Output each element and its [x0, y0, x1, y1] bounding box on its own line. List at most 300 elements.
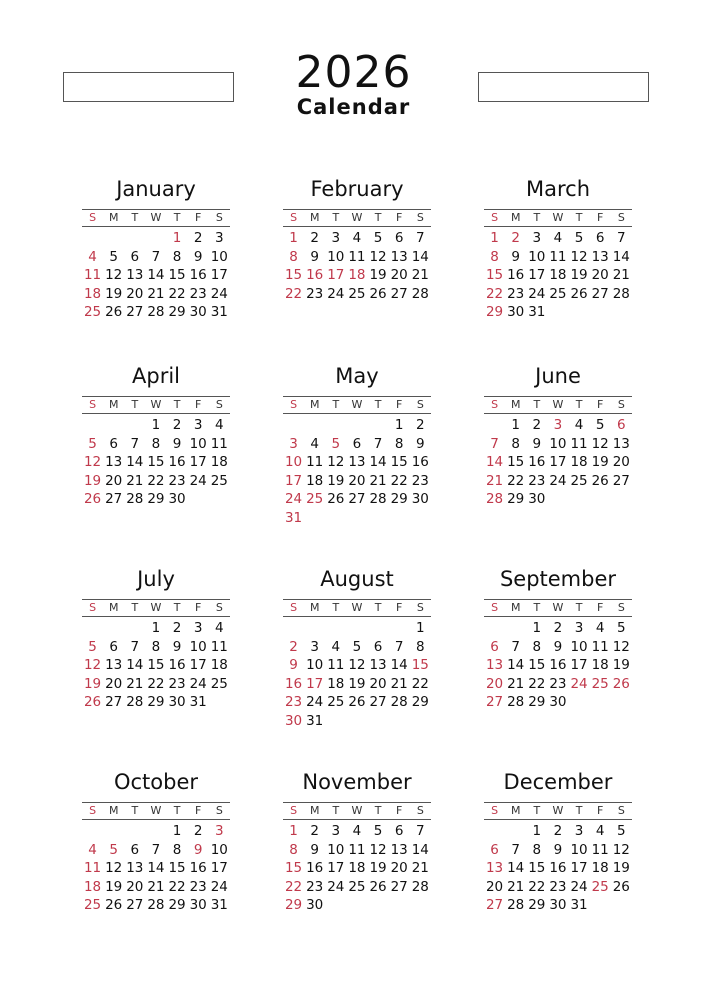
- day-empty: [283, 416, 304, 435]
- day-cell: 17: [327, 860, 345, 877]
- day-cell: 20: [348, 472, 366, 489]
- weekday-label: T: [575, 601, 583, 614]
- day-cell: 21: [390, 675, 408, 692]
- day-cell: 20: [126, 878, 144, 895]
- day-cell: 27: [126, 304, 144, 321]
- weekday-label: F: [195, 804, 202, 817]
- day-cell: 30: [306, 897, 324, 914]
- day-cell: 19: [105, 285, 123, 302]
- day-cell: 11: [83, 860, 102, 877]
- day-cell: 12: [612, 841, 630, 858]
- weekday-label: M: [510, 211, 521, 224]
- day-empty: [368, 416, 389, 435]
- day-cell: 7: [416, 230, 425, 246]
- day-cell: 4: [553, 230, 563, 246]
- day-empty: [145, 229, 166, 248]
- day-cell: 28: [126, 491, 144, 508]
- day-cell: 2: [511, 230, 520, 246]
- weekday-label: S: [416, 211, 424, 224]
- day-cell: 7: [151, 248, 161, 265]
- day-cell: 26: [612, 878, 630, 895]
- day-cell: 4: [331, 638, 341, 655]
- day-grid: [82, 619, 230, 712]
- day-cell: 19: [83, 675, 102, 692]
- day-cell: 3: [193, 417, 203, 433]
- weekday-label: T: [374, 211, 382, 224]
- day-cell: 1: [289, 823, 298, 839]
- day-cell: 2: [193, 230, 203, 246]
- day-cell: 21: [126, 472, 144, 489]
- day-cell: 13: [369, 657, 387, 674]
- weekday-label: W: [351, 211, 363, 224]
- day-cell: 15: [168, 267, 186, 284]
- day-cell: 13: [390, 841, 408, 858]
- day-cell: 20: [591, 267, 609, 284]
- day-cell: 30: [284, 712, 303, 729]
- day-cell: 24: [570, 878, 588, 895]
- day-cell: 26: [83, 694, 102, 711]
- day-cell: 15: [528, 657, 546, 674]
- day-cell: 17: [284, 472, 303, 489]
- day-cell: 11: [210, 638, 228, 655]
- month-october: [82, 769, 230, 915]
- day-cell: 4: [352, 230, 362, 246]
- day-empty: [389, 619, 410, 638]
- day-cell: 18: [348, 267, 366, 284]
- weekday-label: W: [552, 398, 564, 411]
- weekday-header: [484, 209, 632, 227]
- day-cell: 8: [532, 638, 542, 655]
- day-cell: 24: [189, 675, 207, 692]
- day-cell: 24: [306, 694, 324, 711]
- day-cell: 13: [126, 267, 144, 284]
- day-cell: 13: [485, 657, 504, 674]
- day-cell: 30: [189, 304, 207, 321]
- month-may: [283, 363, 431, 528]
- day-cell: 11: [348, 248, 366, 265]
- weekday-label: W: [351, 804, 363, 817]
- day-cell: 6: [352, 435, 362, 452]
- day-cell: 4: [574, 417, 584, 433]
- day-cell: 30: [528, 491, 546, 508]
- weekday-label: S: [215, 601, 223, 614]
- day-cell: 20: [485, 878, 504, 895]
- day-empty: [124, 229, 145, 248]
- day-cell: 15: [507, 454, 525, 471]
- day-cell: 14: [612, 248, 630, 265]
- weekday-label: T: [374, 601, 382, 614]
- weekday-label: T: [533, 211, 541, 224]
- day-cell: 5: [574, 230, 584, 246]
- day-cell: 3: [532, 230, 542, 246]
- weekday-label: T: [131, 804, 139, 817]
- day-cell: 10: [549, 435, 567, 452]
- day-empty: [103, 229, 124, 248]
- day-cell: 30: [168, 491, 186, 508]
- day-cell: 26: [105, 897, 123, 914]
- day-cell: 17: [189, 657, 207, 674]
- month-name: July: [137, 567, 175, 591]
- day-cell: 27: [390, 878, 408, 895]
- day-cell: 20: [485, 675, 504, 692]
- day-cell: 31: [210, 897, 228, 914]
- day-cell: 21: [485, 472, 504, 489]
- day-cell: 19: [612, 860, 630, 877]
- day-cell: 11: [570, 435, 588, 452]
- weekday-label: S: [89, 398, 97, 411]
- day-cell: 6: [595, 230, 605, 246]
- day-cell: 28: [126, 694, 144, 711]
- day-cell: 22: [147, 472, 165, 489]
- weekday-header: [82, 396, 230, 414]
- day-empty: [505, 619, 526, 638]
- day-cell: 27: [591, 285, 609, 302]
- weekday-label: M: [108, 398, 119, 411]
- day-cell: 4: [595, 823, 605, 839]
- day-cell: 5: [352, 638, 362, 655]
- day-cell: 9: [553, 841, 563, 858]
- day-empty: [304, 619, 325, 638]
- day-cell: 31: [284, 509, 303, 526]
- weekday-label: F: [597, 398, 604, 411]
- day-cell: 22: [411, 675, 429, 692]
- day-cell: 8: [511, 435, 520, 452]
- day-cell: 10: [210, 841, 228, 858]
- weekday-label: S: [416, 601, 424, 614]
- day-cell: 26: [369, 285, 387, 302]
- day-cell: 23: [528, 472, 546, 489]
- weekday-label: S: [290, 804, 298, 817]
- weekday-label: F: [195, 211, 202, 224]
- day-cell: 17: [570, 860, 588, 877]
- day-cell: 2: [416, 417, 425, 433]
- day-cell: 6: [490, 841, 499, 858]
- day-cell: 12: [105, 860, 123, 877]
- day-cell: 28: [147, 304, 165, 321]
- day-cell: 1: [151, 620, 161, 636]
- day-cell: 13: [126, 860, 144, 877]
- day-cell: 30: [549, 694, 567, 711]
- day-cell: 2: [310, 823, 319, 839]
- day-cell: 11: [549, 248, 567, 265]
- day-cell: 14: [126, 657, 144, 674]
- day-cell: 27: [485, 897, 504, 914]
- day-empty: [484, 416, 505, 435]
- day-cell: 26: [105, 304, 123, 321]
- day-cell: 22: [390, 472, 408, 489]
- weekday-header: [484, 802, 632, 820]
- weekday-header: [283, 802, 431, 820]
- day-cell: 18: [348, 860, 366, 877]
- day-cell: 29: [507, 491, 525, 508]
- day-cell: 2: [532, 417, 542, 433]
- weekday-label: W: [150, 398, 162, 411]
- day-empty: [82, 416, 103, 435]
- weekday-label: T: [173, 601, 181, 614]
- day-cell: 21: [369, 472, 387, 489]
- weekday-label: S: [491, 398, 499, 411]
- day-cell: 29: [168, 897, 186, 914]
- weekday-label: W: [150, 211, 162, 224]
- day-cell: 15: [284, 267, 303, 284]
- weekday-label: F: [396, 601, 403, 614]
- weekday-label: S: [491, 804, 499, 817]
- month-august: [283, 566, 431, 731]
- day-cell: 19: [612, 657, 630, 674]
- day-cell: 25: [306, 491, 324, 508]
- day-cell: 18: [210, 657, 228, 674]
- day-cell: 25: [83, 304, 102, 321]
- day-cell: 18: [83, 285, 102, 302]
- day-cell: 30: [549, 897, 567, 914]
- day-cell: 1: [172, 823, 182, 839]
- day-cell: 4: [215, 417, 224, 433]
- day-cell: 12: [369, 841, 387, 858]
- weekday-label: S: [617, 398, 625, 411]
- day-empty: [103, 619, 124, 638]
- weekday-label: F: [396, 398, 403, 411]
- day-cell: 5: [109, 248, 118, 265]
- day-cell: 22: [284, 878, 303, 895]
- day-cell: 16: [168, 454, 186, 471]
- day-cell: 17: [210, 860, 228, 877]
- day-cell: 4: [352, 823, 362, 839]
- day-cell: 1: [151, 417, 161, 433]
- day-cell: 6: [130, 841, 140, 858]
- weekday-header: [484, 396, 632, 414]
- weekday-label: S: [290, 398, 298, 411]
- day-cell: 9: [532, 435, 542, 452]
- day-cell: 7: [151, 841, 161, 858]
- day-cell: 7: [511, 841, 520, 858]
- weekday-label: T: [131, 601, 139, 614]
- day-grid: [82, 416, 230, 509]
- day-cell: 26: [83, 491, 102, 508]
- day-cell: 20: [369, 675, 387, 692]
- day-cell: 17: [306, 675, 324, 692]
- day-cell: 23: [168, 472, 186, 489]
- day-cell: 19: [570, 267, 588, 284]
- day-cell: 20: [612, 454, 630, 471]
- day-cell: 27: [485, 694, 504, 711]
- day-cell: 15: [411, 657, 429, 674]
- day-cell: 26: [369, 878, 387, 895]
- weekday-label: T: [575, 804, 583, 817]
- day-cell: 5: [88, 638, 97, 655]
- day-cell: 7: [617, 230, 626, 246]
- weekday-label: S: [491, 601, 499, 614]
- day-cell: 16: [168, 657, 186, 674]
- day-grid: [283, 229, 431, 303]
- day-cell: 14: [507, 860, 525, 877]
- day-cell: 27: [126, 897, 144, 914]
- day-cell: 12: [83, 454, 102, 471]
- day-cell: 1: [289, 230, 298, 246]
- weekday-label: F: [597, 211, 604, 224]
- day-cell: 19: [591, 454, 609, 471]
- day-cell: 18: [327, 675, 345, 692]
- day-cell: 22: [147, 675, 165, 692]
- day-cell: 15: [147, 657, 165, 674]
- day-cell: 28: [507, 694, 525, 711]
- day-cell: 17: [570, 657, 588, 674]
- month-name: August: [320, 567, 394, 591]
- day-cell: 5: [595, 417, 605, 433]
- day-cell: 18: [549, 267, 567, 284]
- day-cell: 23: [189, 285, 207, 302]
- day-cell: 18: [570, 454, 588, 471]
- day-cell: 11: [591, 841, 609, 858]
- day-cell: 15: [284, 860, 303, 877]
- day-cell: 9: [416, 435, 425, 452]
- day-cell: 18: [306, 472, 324, 489]
- day-cell: 19: [327, 472, 345, 489]
- day-cell: 21: [147, 285, 165, 302]
- day-cell: 11: [83, 267, 102, 284]
- day-cell: 31: [528, 304, 546, 321]
- day-cell: 16: [284, 675, 303, 692]
- day-cell: 3: [331, 230, 341, 246]
- day-cell: 24: [189, 472, 207, 489]
- weekday-label: T: [173, 398, 181, 411]
- weekday-header: [283, 209, 431, 227]
- day-cell: 24: [284, 491, 303, 508]
- month-name: May: [335, 364, 379, 388]
- day-cell: 8: [416, 638, 425, 655]
- day-grid: [82, 229, 230, 322]
- day-cell: 14: [147, 267, 165, 284]
- day-cell: 21: [126, 675, 144, 692]
- day-cell: 25: [210, 472, 228, 489]
- weekday-label: T: [131, 398, 139, 411]
- weekday-label: S: [89, 601, 97, 614]
- day-cell: 5: [617, 620, 626, 636]
- day-cell: 8: [532, 841, 542, 858]
- day-empty: [346, 416, 367, 435]
- weekday-label: S: [617, 804, 625, 817]
- month-january: [82, 176, 230, 322]
- day-cell: 29: [168, 304, 186, 321]
- day-cell: 11: [306, 454, 324, 471]
- month-june: [484, 363, 632, 509]
- day-cell: 28: [411, 878, 429, 895]
- day-cell: 30: [411, 491, 429, 508]
- day-cell: 23: [189, 878, 207, 895]
- day-cell: 15: [390, 454, 408, 471]
- day-cell: 26: [570, 285, 588, 302]
- day-cell: 3: [574, 620, 584, 636]
- day-cell: 4: [215, 620, 224, 636]
- day-cell: 10: [570, 841, 588, 858]
- day-cell: 3: [215, 230, 224, 246]
- day-cell: 14: [369, 454, 387, 471]
- day-cell: 28: [612, 285, 630, 302]
- month-name: October: [113, 770, 199, 794]
- day-cell: 10: [189, 435, 207, 452]
- day-cell: 28: [507, 897, 525, 914]
- year-title: 2026: [295, 47, 412, 98]
- weekday-label: T: [332, 398, 340, 411]
- weekday-label: S: [215, 211, 223, 224]
- day-cell: 2: [553, 823, 563, 839]
- day-cell: 31: [306, 712, 324, 729]
- day-cell: 21: [612, 267, 630, 284]
- day-cell: 13: [105, 454, 123, 471]
- day-empty: [82, 822, 103, 841]
- day-cell: 12: [105, 267, 123, 284]
- day-cell: 1: [532, 823, 542, 839]
- weekday-label: M: [510, 601, 521, 614]
- day-cell: 23: [306, 878, 324, 895]
- weekday-label: T: [374, 804, 382, 817]
- day-cell: 5: [331, 435, 341, 452]
- day-cell: 17: [210, 267, 228, 284]
- day-cell: 7: [511, 638, 520, 655]
- day-cell: 2: [172, 620, 182, 636]
- day-cell: 9: [553, 638, 563, 655]
- day-cell: 27: [105, 491, 123, 508]
- day-cell: 22: [485, 285, 504, 302]
- day-cell: 2: [289, 638, 298, 655]
- day-cell: 29: [390, 491, 408, 508]
- day-cell: 3: [331, 823, 341, 839]
- day-cell: 12: [570, 248, 588, 265]
- day-cell: 2: [553, 620, 563, 636]
- day-cell: 30: [168, 694, 186, 711]
- weekday-label: T: [173, 804, 181, 817]
- day-cell: 14: [507, 657, 525, 674]
- weekday-label: M: [510, 804, 521, 817]
- day-grid: [283, 416, 431, 528]
- month-december: [484, 769, 632, 915]
- day-cell: 29: [284, 897, 303, 914]
- weekday-label: S: [617, 211, 625, 224]
- day-cell: 28: [390, 694, 408, 711]
- day-cell: 23: [549, 675, 567, 692]
- day-cell: 23: [507, 285, 525, 302]
- day-cell: 18: [210, 454, 228, 471]
- day-cell: 28: [147, 897, 165, 914]
- day-cell: 18: [83, 878, 102, 895]
- month-november: [283, 769, 431, 915]
- day-cell: 30: [507, 304, 525, 321]
- day-cell: 11: [348, 841, 366, 858]
- month-name: January: [116, 177, 196, 201]
- day-cell: 20: [390, 860, 408, 877]
- day-cell: 7: [416, 823, 425, 839]
- weekday-label: M: [309, 804, 320, 817]
- weekday-label: T: [533, 398, 541, 411]
- day-cell: 1: [172, 230, 182, 246]
- day-cell: 16: [528, 454, 546, 471]
- weekday-header: [484, 599, 632, 617]
- weekday-header: [82, 599, 230, 617]
- day-cell: 25: [570, 472, 588, 489]
- day-grid: [283, 822, 431, 915]
- day-cell: 9: [289, 657, 298, 674]
- day-cell: 3: [289, 435, 298, 452]
- day-grid: [484, 416, 632, 509]
- day-cell: 14: [390, 657, 408, 674]
- weekday-label: F: [195, 601, 202, 614]
- weekday-label: W: [552, 601, 564, 614]
- day-cell: 8: [490, 248, 499, 265]
- day-cell: 29: [147, 694, 165, 711]
- day-cell: 17: [327, 267, 345, 284]
- weekday-header: [82, 802, 230, 820]
- day-cell: 15: [168, 860, 186, 877]
- day-cell: 11: [327, 657, 345, 674]
